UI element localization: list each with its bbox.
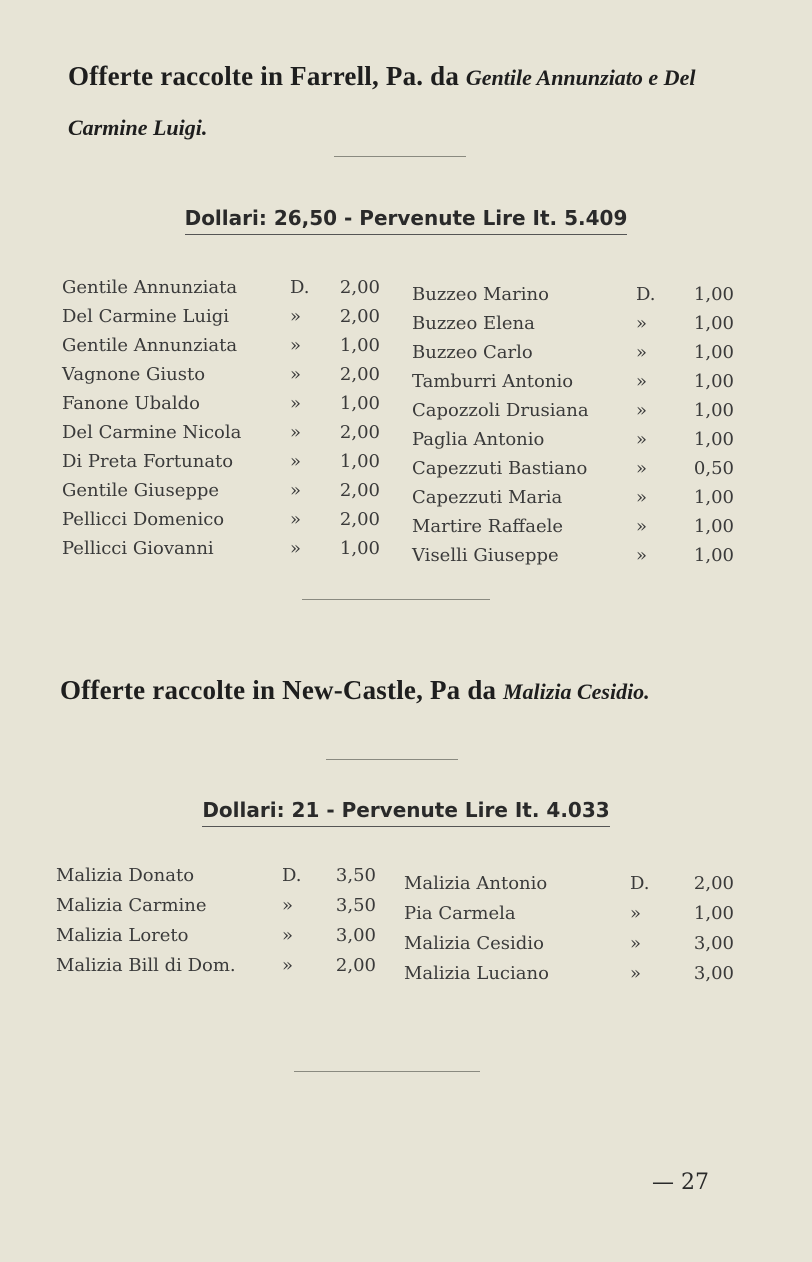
currency-mark: » bbox=[282, 925, 294, 946]
donation-amount: 2,00 bbox=[693, 873, 734, 894]
section1-summary-text: Dollari: 26,50 - Pervenute Lire It. 5.409 bbox=[185, 206, 628, 235]
donor-name: Capezzuti Bastiano bbox=[412, 458, 588, 479]
donation-amount: 1,00 bbox=[339, 335, 380, 356]
currency-mark: » bbox=[636, 342, 648, 363]
currency-mark: » bbox=[290, 509, 302, 530]
donor-name: Pellicci Domenico bbox=[62, 509, 225, 530]
donation-amount: 1,00 bbox=[693, 313, 734, 334]
section1-divider-bottom bbox=[302, 599, 490, 600]
donor-row bbox=[62, 448, 390, 476]
currency-mark: » bbox=[630, 903, 642, 924]
donor-name: Malizia Loreto bbox=[56, 925, 189, 946]
currency-mark: » bbox=[636, 429, 648, 450]
donor-name: Martire Raffaele bbox=[412, 516, 564, 537]
donation-amount: 2,00 bbox=[339, 422, 380, 443]
donor-name: Malizia Antonio bbox=[404, 873, 548, 894]
donation-amount: 1,00 bbox=[693, 284, 734, 305]
currency-mark: » bbox=[636, 371, 648, 392]
page-number: — 27 bbox=[652, 1170, 709, 1195]
donation-amount: 1,00 bbox=[693, 487, 734, 508]
currency-mark: » bbox=[636, 545, 648, 566]
donor-name: Paglia Antonio bbox=[412, 429, 545, 450]
donation-amount: 2,00 bbox=[335, 955, 376, 976]
donor-row bbox=[412, 484, 744, 512]
donation-amount: 0,50 bbox=[693, 458, 734, 479]
donor-row bbox=[62, 274, 390, 302]
donation-amount: 1,00 bbox=[693, 903, 734, 924]
section2-divider-top bbox=[326, 759, 458, 760]
donor-row bbox=[412, 542, 744, 570]
donor-row bbox=[62, 390, 390, 418]
donor-name: Pia Carmela bbox=[404, 903, 516, 924]
donor-row bbox=[56, 892, 386, 920]
donor-row bbox=[62, 361, 390, 389]
donor-row bbox=[62, 332, 390, 360]
donor-row bbox=[62, 303, 390, 331]
currency-mark: » bbox=[630, 933, 642, 954]
donor-row bbox=[412, 368, 744, 396]
donor-row bbox=[62, 419, 390, 447]
currency-mark: » bbox=[282, 955, 294, 976]
donor-name: Malizia Luciano bbox=[404, 963, 549, 984]
donor-name: Gentile Giuseppe bbox=[62, 480, 220, 501]
currency-mark: » bbox=[636, 313, 648, 334]
currency-mark: » bbox=[636, 516, 648, 537]
currency-mark: » bbox=[290, 422, 302, 443]
donor-row bbox=[56, 922, 386, 950]
donor-name: Gentile Annunziata bbox=[62, 277, 238, 298]
donation-amount: 3,00 bbox=[693, 963, 734, 984]
section1-summary bbox=[0, 206, 812, 235]
currency-mark: » bbox=[636, 487, 648, 508]
donation-amount: 1,00 bbox=[693, 545, 734, 566]
donor-name: Vagnone Giusto bbox=[62, 364, 206, 385]
donation-amount: 2,00 bbox=[339, 364, 380, 385]
currency-mark: D. bbox=[636, 284, 656, 305]
donation-amount: 2,00 bbox=[339, 306, 380, 327]
donor-row bbox=[412, 397, 744, 425]
donation-amount: 1,00 bbox=[693, 429, 734, 450]
donation-amount: 3,00 bbox=[693, 933, 734, 954]
currency-mark: D. bbox=[290, 277, 310, 298]
donation-amount: 1,00 bbox=[339, 393, 380, 414]
currency-mark: » bbox=[290, 451, 302, 472]
donor-name: Del Carmine Luigi bbox=[62, 306, 230, 327]
donor-row bbox=[56, 862, 386, 890]
donor-name: Pellicci Giovanni bbox=[62, 538, 214, 559]
donation-amount: 3,50 bbox=[335, 895, 376, 916]
donation-amount: 1,00 bbox=[339, 451, 380, 472]
section2-title-bold: Offerte raccolte in New-Castle, Pa da bbox=[60, 675, 497, 705]
donor-row bbox=[412, 513, 744, 541]
donor-name: Buzzeo Elena bbox=[412, 313, 535, 334]
currency-mark: » bbox=[290, 306, 302, 327]
donor-row bbox=[404, 960, 744, 988]
section1-title-italic: Gentile Annunziato e Del Carmine Luigi. bbox=[68, 65, 696, 140]
donor-row bbox=[404, 870, 744, 898]
donor-name: Del Carmine Nicola bbox=[62, 422, 242, 443]
section2-title-italic: Malizia Cesidio. bbox=[503, 679, 650, 704]
donation-amount: 2,00 bbox=[339, 277, 380, 298]
currency-mark: » bbox=[630, 963, 642, 984]
section2-heading bbox=[60, 666, 730, 716]
donation-amount: 2,00 bbox=[339, 480, 380, 501]
section1-divider-top bbox=[334, 156, 466, 157]
currency-mark: D. bbox=[282, 865, 302, 886]
donor-name: Malizia Cesidio bbox=[404, 933, 544, 954]
donor-name: Malizia Carmine bbox=[56, 895, 207, 916]
donor-name: Malizia Bill di Dom. bbox=[56, 955, 236, 976]
donor-row bbox=[62, 477, 390, 505]
donor-name: Fanone Ubaldo bbox=[62, 393, 200, 414]
donor-row bbox=[404, 900, 744, 928]
section1-title-bold: Offerte raccolte in Farrell, Pa. da bbox=[68, 61, 460, 91]
currency-mark: » bbox=[282, 895, 294, 916]
currency-mark: » bbox=[290, 364, 302, 385]
donor-row bbox=[412, 426, 744, 454]
donor-name: Gentile Annunziata bbox=[62, 335, 238, 356]
currency-mark: » bbox=[290, 393, 302, 414]
donor-row bbox=[412, 339, 744, 367]
donor-row bbox=[62, 535, 390, 563]
donation-amount: 1,00 bbox=[693, 371, 734, 392]
donor-name: Capozzoli Drusiana bbox=[412, 400, 589, 421]
currency-mark: » bbox=[636, 400, 648, 421]
donor-name: Capezzuti Maria bbox=[412, 487, 563, 508]
currency-mark: » bbox=[290, 538, 302, 559]
donation-amount: 3,00 bbox=[335, 925, 376, 946]
section2-summary-text: Dollari: 21 - Pervenute Lire It. 4.033 bbox=[202, 798, 609, 827]
donor-name: Viselli Giuseppe bbox=[412, 545, 559, 566]
currency-mark: D. bbox=[630, 873, 650, 894]
donor-row bbox=[404, 930, 744, 958]
donor-row bbox=[62, 506, 390, 534]
donor-name: Di Preta Fortunato bbox=[62, 451, 234, 472]
donation-amount: 3,50 bbox=[335, 865, 376, 886]
donor-name: Tamburri Antonio bbox=[412, 371, 574, 392]
donor-name: Buzzeo Marino bbox=[412, 284, 549, 305]
section1-heading bbox=[68, 52, 738, 152]
donation-amount: 2,00 bbox=[339, 509, 380, 530]
currency-mark: » bbox=[290, 480, 302, 501]
donation-amount: 1,00 bbox=[693, 516, 734, 537]
section2-divider-bottom bbox=[294, 1071, 480, 1072]
donor-name: Buzzeo Carlo bbox=[412, 342, 533, 363]
donation-amount: 1,00 bbox=[693, 342, 734, 363]
donor-name: Malizia Donato bbox=[56, 865, 195, 886]
donor-row bbox=[56, 952, 386, 980]
currency-mark: » bbox=[636, 458, 648, 479]
donor-row bbox=[412, 310, 744, 338]
donation-amount: 1,00 bbox=[339, 538, 380, 559]
donation-amount: 1,00 bbox=[693, 400, 734, 421]
section2-summary bbox=[0, 798, 812, 827]
donor-row bbox=[412, 455, 744, 483]
donor-row bbox=[412, 281, 744, 309]
currency-mark: » bbox=[290, 335, 302, 356]
